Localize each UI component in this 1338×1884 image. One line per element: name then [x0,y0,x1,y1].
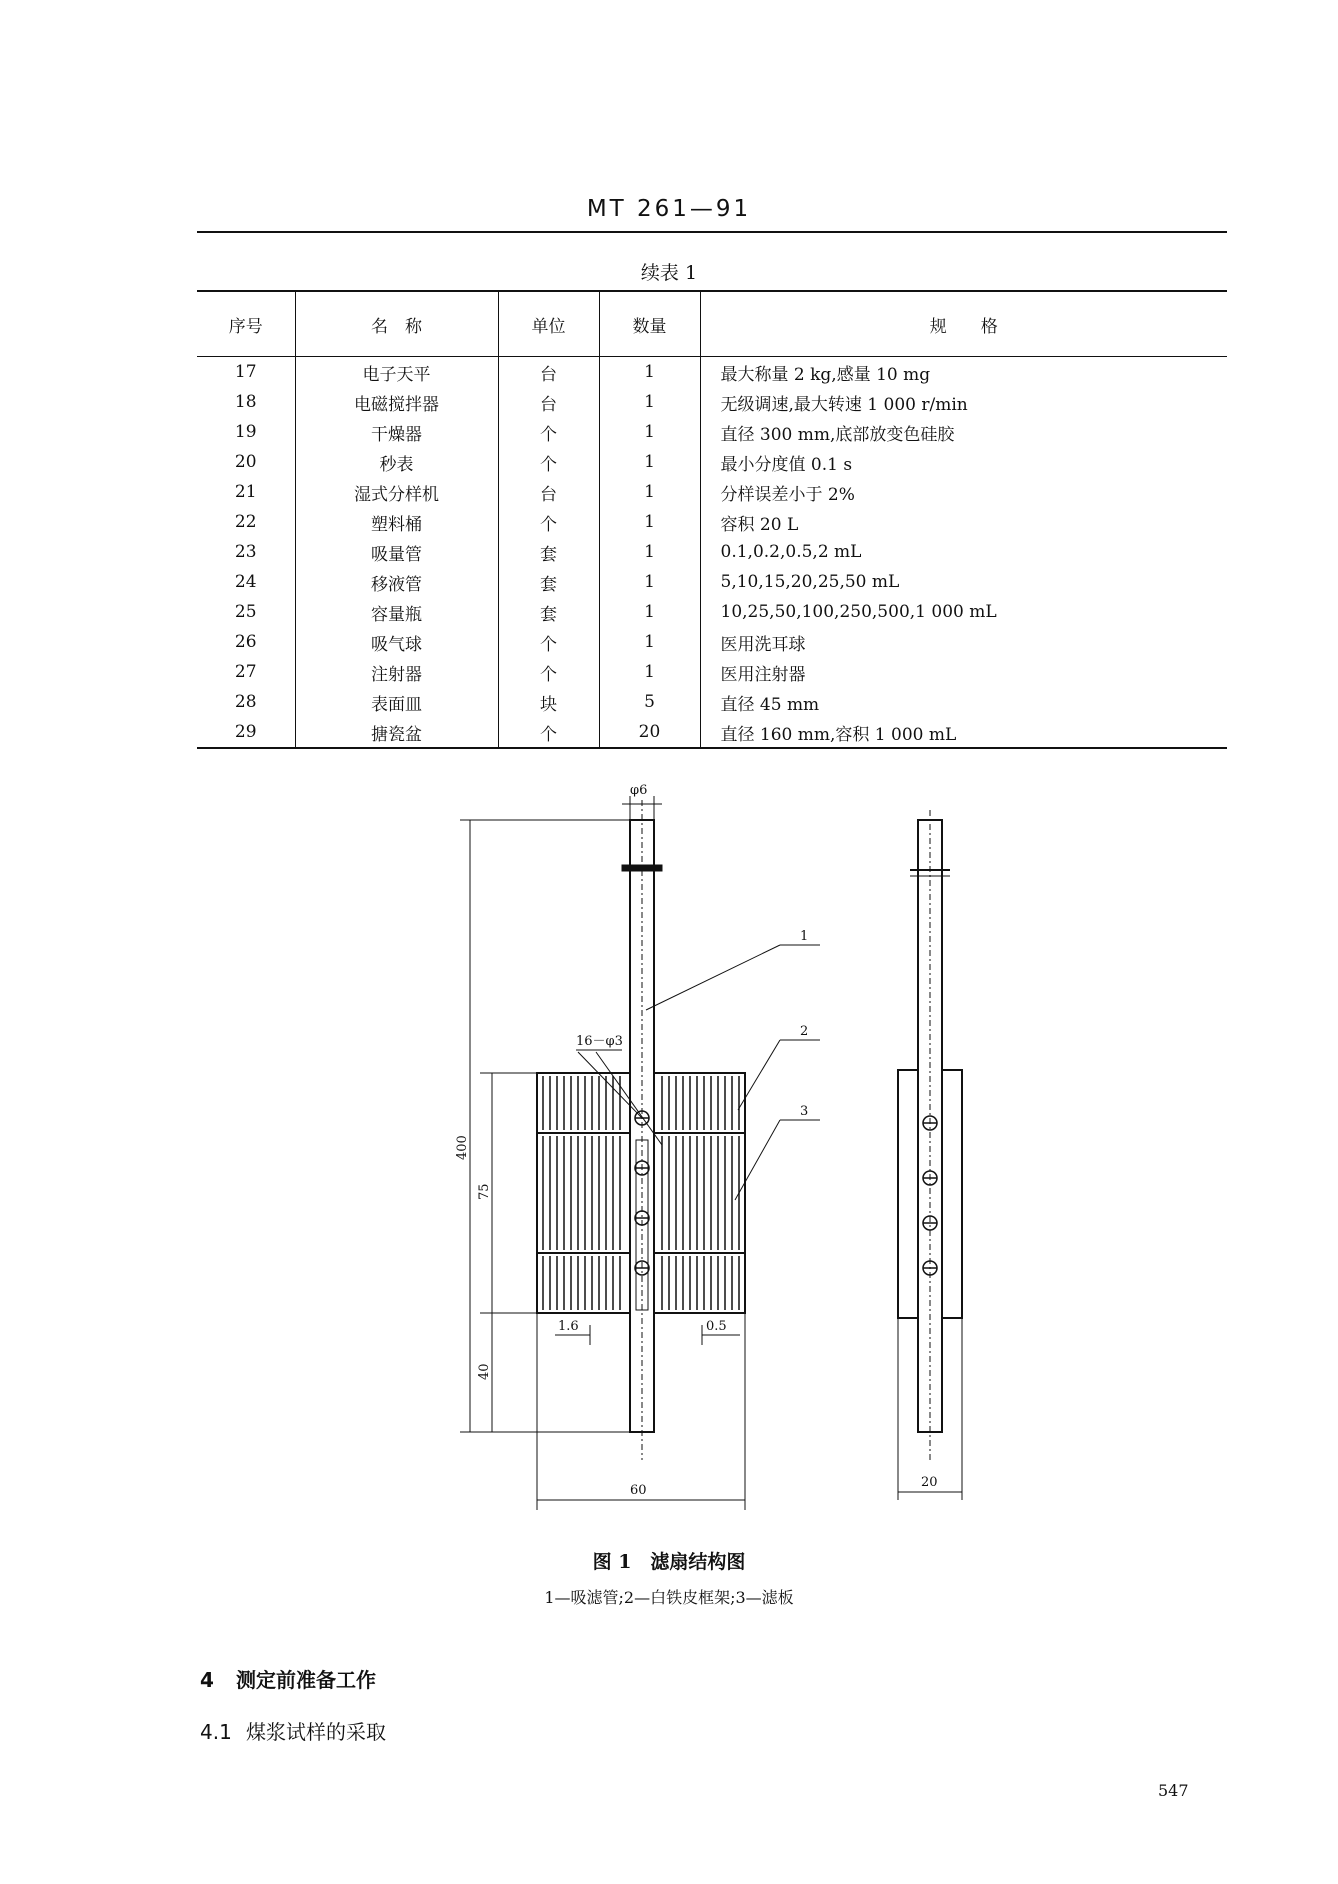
cell-spec: 直径 45 mm [700,687,1227,717]
cell-no: 27 [234,662,257,682]
cell-quantity: 1 [599,477,700,507]
cell-quantity: 1 [599,387,700,417]
cell-spec: 最大称量 2 kg,感量 10 mg [700,357,1227,388]
cell-name: 吸气球 [295,627,498,657]
dim-holes: 16－φ3 [576,1034,623,1049]
cell-unit: 个 [498,417,599,447]
cell-name: 注射器 [295,657,498,687]
standard-number: MT 261—91 [586,196,752,222]
cell-spec: 分样误差小于 2% [700,477,1227,507]
cell-spec: 最小分度值 0.1 s [700,447,1227,477]
cell-no: 24 [234,572,257,592]
cell-no: 28 [234,692,257,712]
cell-quantity: 1 [599,657,700,687]
cell-no: 26 [234,632,257,652]
table-row [197,537,1227,567]
section-heading-4-1 [200,1716,386,1745]
column-header-unit: 单位 [498,291,599,357]
table-body [197,357,1227,749]
cell-spec: 医用注射器 [700,657,1227,687]
cell-name: 表面皿 [295,687,498,717]
page-number: 547 [1158,1781,1189,1800]
table-row [197,357,1227,388]
cell-spec: 10,25,50,100,250,500,1 000 mL [700,597,1227,627]
cell-name: 搪瓷盆 [295,717,498,748]
table-row [197,717,1227,748]
table-row [197,387,1227,417]
section-number: 4.1 [200,1720,232,1744]
cell-unit: 个 [498,627,599,657]
table-row [197,687,1227,717]
cell-no: 20 [234,452,257,472]
cell-unit: 套 [498,567,599,597]
header-rule [197,231,1227,233]
cell-unit: 台 [498,357,599,388]
callout-3: 3 [800,1104,809,1119]
callout-2: 2 [800,1024,809,1039]
figure-caption: 图 1 滤扇结构图 [592,1551,746,1573]
cell-spec: 直径 160 mm,容积 1 000 mL [700,717,1227,748]
cell-name: 秒表 [295,447,498,477]
table-header-row [197,291,1227,357]
cell-no: 29 [197,717,295,748]
cell-name: 吸量管 [295,537,498,567]
cell-unit: 台 [498,387,599,417]
table-row [197,657,1227,687]
dim-total-height: 400 [455,1135,470,1160]
cell-name: 移液管 [295,567,498,597]
column-header-name: 名 称 [295,291,498,357]
cell-quantity: 5 [599,687,700,717]
cell-no: 17 [234,362,257,382]
cell-no: 25 [234,602,257,622]
cell-no: 22 [234,512,257,532]
cell-no: 18 [234,392,257,412]
cell-name: 电子天平 [295,357,498,388]
dim-side-width: 20 [921,1475,938,1490]
cell-quantity: 1 [599,537,700,567]
cell-quantity: 1 [599,627,700,657]
cell-no: 21 [234,482,257,502]
dim-fin-thickness: 0.5 [706,1319,727,1334]
dim-bottom-height: 40 [477,1363,492,1380]
cell-quantity: 1 [599,417,700,447]
section-heading-4 [200,1664,376,1693]
table-row [197,447,1227,477]
dim-width: 60 [630,1483,647,1498]
cell-quantity: 1 [599,447,700,477]
column-header-quantity: 数量 [599,291,700,357]
table-row [197,417,1227,447]
column-header-no: 序号 [197,291,295,357]
cell-spec: 容积 20 L [700,507,1227,537]
callout-1: 1 [800,929,809,944]
filter-fan-drawing [440,780,1040,1540]
figure-legend: 1—吸滤管;2—白铁皮框架;3—滤板 [544,1588,794,1607]
cell-quantity: 1 [599,357,700,388]
cell-unit: 台 [498,477,599,507]
cell-spec: 5,10,15,20,25,50 mL [700,567,1227,597]
cell-no: 23 [234,542,257,562]
cell-unit: 套 [498,597,599,627]
cell-spec: 无级调速,最大转速 1 000 r/min [700,387,1227,417]
dim-fin-gap: 1.6 [558,1319,579,1334]
cell-unit: 个 [498,717,599,748]
cell-quantity: 20 [599,717,700,748]
cell-unit: 套 [498,537,599,567]
cell-name: 塑料桶 [295,507,498,537]
table-caption: 续表 1 [640,262,698,284]
cell-name: 容量瓶 [295,597,498,627]
cell-spec: 医用洗耳球 [700,627,1227,657]
table-row [197,507,1227,537]
equipment-table [197,290,1227,749]
cell-spec: 直径 300 mm,底部放变色硅胶 [700,417,1227,447]
cell-no: 19 [234,422,257,442]
section-title: 煤浆试样的采取 [246,1720,386,1744]
cell-name: 干燥器 [295,417,498,447]
table-row [197,477,1227,507]
table-row [197,597,1227,627]
tube-collar [622,865,662,871]
section-title: 测定前准备工作 [236,1668,376,1692]
dim-plate-height: 75 [477,1183,492,1200]
section-number: 4 [200,1668,214,1692]
dim-tube-diameter: φ6 [630,783,648,798]
table-row [197,567,1227,597]
cell-unit: 个 [498,657,599,687]
cell-unit: 块 [498,687,599,717]
cell-name: 电磁搅拌器 [295,387,498,417]
cell-quantity: 1 [599,597,700,627]
cell-spec: 0.1,0.2,0.5,2 mL [700,537,1227,567]
column-header-spec: 规 格 [700,291,1227,357]
side-view [898,810,962,1500]
cell-unit: 个 [498,507,599,537]
cell-name: 湿式分样机 [295,477,498,507]
cell-quantity: 1 [599,507,700,537]
table-row [197,627,1227,657]
cell-unit: 个 [498,447,599,477]
cell-quantity: 1 [599,567,700,597]
